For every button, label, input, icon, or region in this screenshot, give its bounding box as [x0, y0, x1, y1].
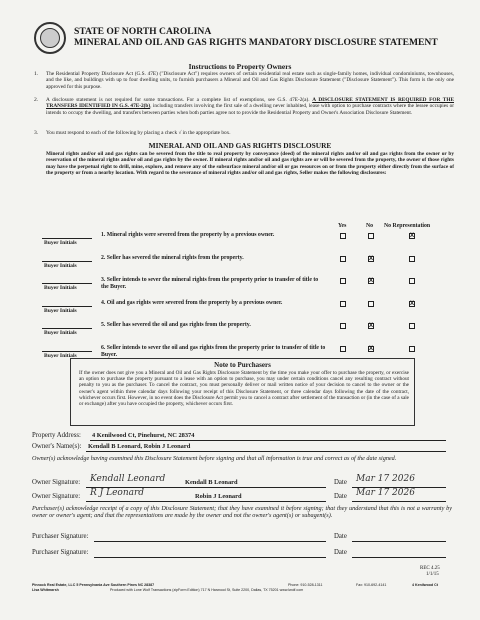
checkbox-no-1[interactable]: [368, 233, 374, 239]
purchaser1-date-label: Date: [334, 533, 347, 540]
purchaser2-date-line[interactable]: [352, 557, 446, 558]
form-revision-date: 1/1/15: [426, 572, 439, 577]
footer-phone: Phone: 910-528-1311: [288, 583, 323, 587]
owners-name-line: [86, 451, 446, 452]
footer-produced: Produced with Lone Wolf Transactions (zipForm Edition) 717 N Harwood St, Suite 2200, Dallas, TX 75201 www.lwolf.com: [110, 588, 304, 592]
checkbox-no-4[interactable]: [368, 301, 374, 307]
disclosure-item-1: 1. Mineral rights were severed from the property by a previous owner.: [101, 232, 275, 238]
checkbox-norep-3[interactable]: [409, 278, 415, 284]
footer-agent: Lisa Whitmarsh: [32, 588, 59, 592]
buyer-initials-label-4: Buyer Initials: [44, 307, 77, 314]
owner-acknowledgement: Owner(s) acknowledge having examined this Disclosure Statement before signing and that all information is true and correct as of the date signed.: [32, 455, 397, 462]
header-title: MINERAL AND OIL AND GAS RIGHTS MANDATORY DISCLOSURE STATEMENT: [74, 37, 438, 48]
footer-company: Pinnock Real Estate, LLC 5 Pennsylvania Ave Southern Pines NC 28387: [32, 583, 155, 587]
buyer-initials-label-6: Buyer Initials: [44, 352, 77, 359]
property-address-value[interactable]: 4 Kenilwood Ct, Pinehurst, NC 28374: [92, 432, 195, 439]
purchaser2-date-label: Date: [334, 549, 347, 556]
owner2-date[interactable]: Mar 17 2026: [356, 488, 415, 498]
owners-name-label: Owner's Name(s):: [32, 443, 82, 450]
owner2-typed-name: Robin J Leonard: [195, 493, 242, 500]
purchaser2-signature-label: Purchaser Signature:: [32, 549, 89, 556]
checkbox-norep-2[interactable]: [409, 256, 415, 262]
instruction-3-num: 3.: [34, 130, 39, 136]
instructions-title: Instructions to Property Owners: [188, 62, 292, 71]
checkbox-yes-3[interactable]: [340, 278, 346, 284]
buyer-initials-label-5: Buyer Initials: [44, 330, 77, 336]
buyer-initials-line-5[interactable]: [42, 328, 92, 329]
footer-fax: Fax: 910-692-4141: [356, 583, 387, 587]
form-revision: REC 4.25: [420, 566, 440, 571]
owner1-typed-name: Kendall B Leonard: [185, 479, 238, 486]
checkbox-no-3[interactable]: X: [369, 278, 374, 284]
note-title: Note to Purchasers: [214, 361, 271, 369]
owner2-signature-line: [86, 501, 326, 502]
buyer-initials-line-1[interactable]: [42, 238, 92, 239]
col-yes: Yes: [338, 223, 347, 229]
purchaser1-signature-label: Purchaser Signature:: [32, 533, 89, 540]
disclosure-item-4: 4. Oil and gas rights were severed from the property by a previous owner.: [101, 299, 283, 306]
checkbox-no-6[interactable]: X: [369, 345, 374, 352]
owner2-signature-label: Owner Signature:: [32, 493, 81, 500]
buyer-initials-label-3: Buyer Initials: [44, 285, 77, 291]
state-seal-icon: [34, 22, 66, 54]
owner1-date[interactable]: Mar 17 2026: [356, 474, 415, 484]
disclosure-title: MINERAL AND OIL AND GAS RIGHTS DISCLOSURE: [148, 141, 332, 150]
disclosure-item-5: 5. Seller has severed the oil and gas rights from the property.: [101, 322, 251, 328]
owners-name-value[interactable]: Kendall B Leonard, Robin J Leonard: [88, 443, 191, 450]
disclosure-intro: Mineral rights and/or oil and gas rights can be severed from the title to real property by conveyance (deed) of the mineral rights and/or oil and gas rights from the owner or by reservation of the mineral rights and/or oil and gas rights by the owner. If mineral rights and/or oil and gas rights are or will be severed from the property, the owner of those rights may have the perpetual right to drill, mine, explore, and remove any of the subsurface mineral and/or oil or gas resources on or from the property either directly from the surface of the property or from a nearby location. With regard to the severance of mineral rights and/or oil and gas rights, Seller makes the following disclosures:: [46, 151, 454, 177]
buyer-initials-label-1: Buyer Initials: [44, 240, 77, 246]
purchaser2-signature-line[interactable]: [94, 557, 326, 558]
instruction-2-num: 2.: [34, 97, 39, 103]
checkbox-no-2[interactable]: X: [369, 255, 374, 262]
buyer-initials-line-4[interactable]: [42, 306, 92, 307]
disclosure-item-2: 2. Seller has severed the mineral rights from the property.: [101, 254, 244, 261]
buyer-initials-label-2: Buyer Initials: [44, 262, 77, 269]
buyer-initials-line-2[interactable]: [42, 261, 92, 262]
checkbox-yes-4[interactable]: [340, 301, 346, 307]
checkbox-norep-4[interactable]: X: [410, 300, 415, 307]
instruction-1-num: 1.: [34, 71, 39, 77]
purchaser1-signature-line[interactable]: [94, 541, 326, 542]
checkbox-yes-1[interactable]: [340, 233, 346, 239]
property-address-line: [90, 440, 446, 441]
purchaser-acknowledgement: Purchaser(s) acknowledge receipt of a copy of this Disclosure Statement; that they have examined it before signing; that they understand that this is not a warranty by owner or owner's agent; and that the representations are made by the owner and not the owner's agent(s) or subagent(s).: [32, 505, 452, 520]
owner2-signature[interactable]: R J Leonard: [90, 488, 145, 498]
property-address-label: Property Address:: [32, 432, 81, 439]
instruction-1-text: The Residential Property Disclosure Act (G.S. 47E) ("Disclosure Act") requires owners of certain residential real estate such as single-family homes, individual condominiums, townhouses, and the like, and buildings with up to four dwelling units, to furnish purchasers a Mineral and Oil and Gas Rights Disclosure Statement ("Disclosure Statement"). This form is the only one approved for this purpose.: [46, 71, 454, 90]
disclosure-item-3: 3. Seller intends to sever the mineral rights from the property prior to transfer of title to the Buyer.: [101, 277, 319, 290]
col-no: No: [366, 223, 374, 229]
instruction-2-text: A disclosure statement is not required for some transactions. For a complete list of exemptions, see G.S. 47E-2(a). A DISCLOSURE STATEMENT IS REQUIRED FOR THE TRANSFERS IDENTIFIED IN G.S. 47E-2(b), including transfers involving the first sale of a dwelling never inhabited, lease with option to purchase contracts where the lessee occupies or intends to occupy the dwelling, and transfers between parties when both parties agree not to provide the Residential Property and Owner's Association Disclosure Statement.: [46, 97, 454, 116]
checkbox-no-5[interactable]: X: [369, 323, 374, 329]
instruction-3-text: You must respond to each of the following by placing a check √ in the appropriate box.: [46, 130, 231, 136]
checkbox-yes-6[interactable]: [340, 346, 346, 352]
checkbox-norep-5[interactable]: [409, 323, 415, 329]
buyer-initials-line-3[interactable]: [42, 283, 92, 284]
owner1-signature-label: Owner Signature:: [32, 479, 81, 486]
checkbox-norep-6[interactable]: [409, 346, 415, 352]
footer-file: 4 Kenilwood Ct: [412, 583, 438, 587]
owner2-date-label: Date: [334, 493, 347, 500]
owner2-date-line: [352, 501, 446, 502]
buyer-initials-line-6[interactable]: [42, 351, 92, 352]
checkbox-yes-5[interactable]: [340, 323, 346, 329]
purchaser1-date-line[interactable]: [352, 541, 446, 542]
checkbox-yes-2[interactable]: [340, 256, 346, 262]
note-text: If the owner does not give you a Mineral and Oil and Gas Rights Disclosure Statement by the time you make your offer to purchase the property, or exercise an option to purchase the property pursuant to a lease with an option to purchase, you may under certain conditions cancel any resulting contract without penalty to you as the purchaser. To cancel the contract, you must personally deliver or mail written notice of your decision to cancel to the owner or the owner's agent within three calendar days following your receipt of this Disclosure Statement, or three calendar days following the date of the contract, whichever occurs first. However, in no event does the Disclosure Act permit you to cancel a contract after settlement of the transaction or (in the case of a sale or exchange) after you have occupied the property, whichever occurs first.: [79, 370, 409, 408]
col-no-representation: No Representation: [384, 223, 431, 229]
disclosure-item-6: 6. Seller intends to sever the oil and gas rights from the property prior to transfer of title to Buyer.: [101, 344, 326, 358]
owner1-signature[interactable]: Kendall Leonard: [90, 474, 166, 484]
disclosure-required-emphasis: A DISCLOSURE STATEMENT IS REQUIRED FOR THE TRANSFERS IDENTIFIED IN G.S. 47E-2(b): [46, 97, 454, 110]
owner1-date-label: Date: [334, 479, 347, 486]
note-to-purchasers: [70, 358, 415, 426]
header-state: STATE OF NORTH CAROLINA: [74, 26, 212, 37]
checkbox-norep-1[interactable]: X: [410, 233, 415, 239]
form-header: [74, 26, 474, 48]
